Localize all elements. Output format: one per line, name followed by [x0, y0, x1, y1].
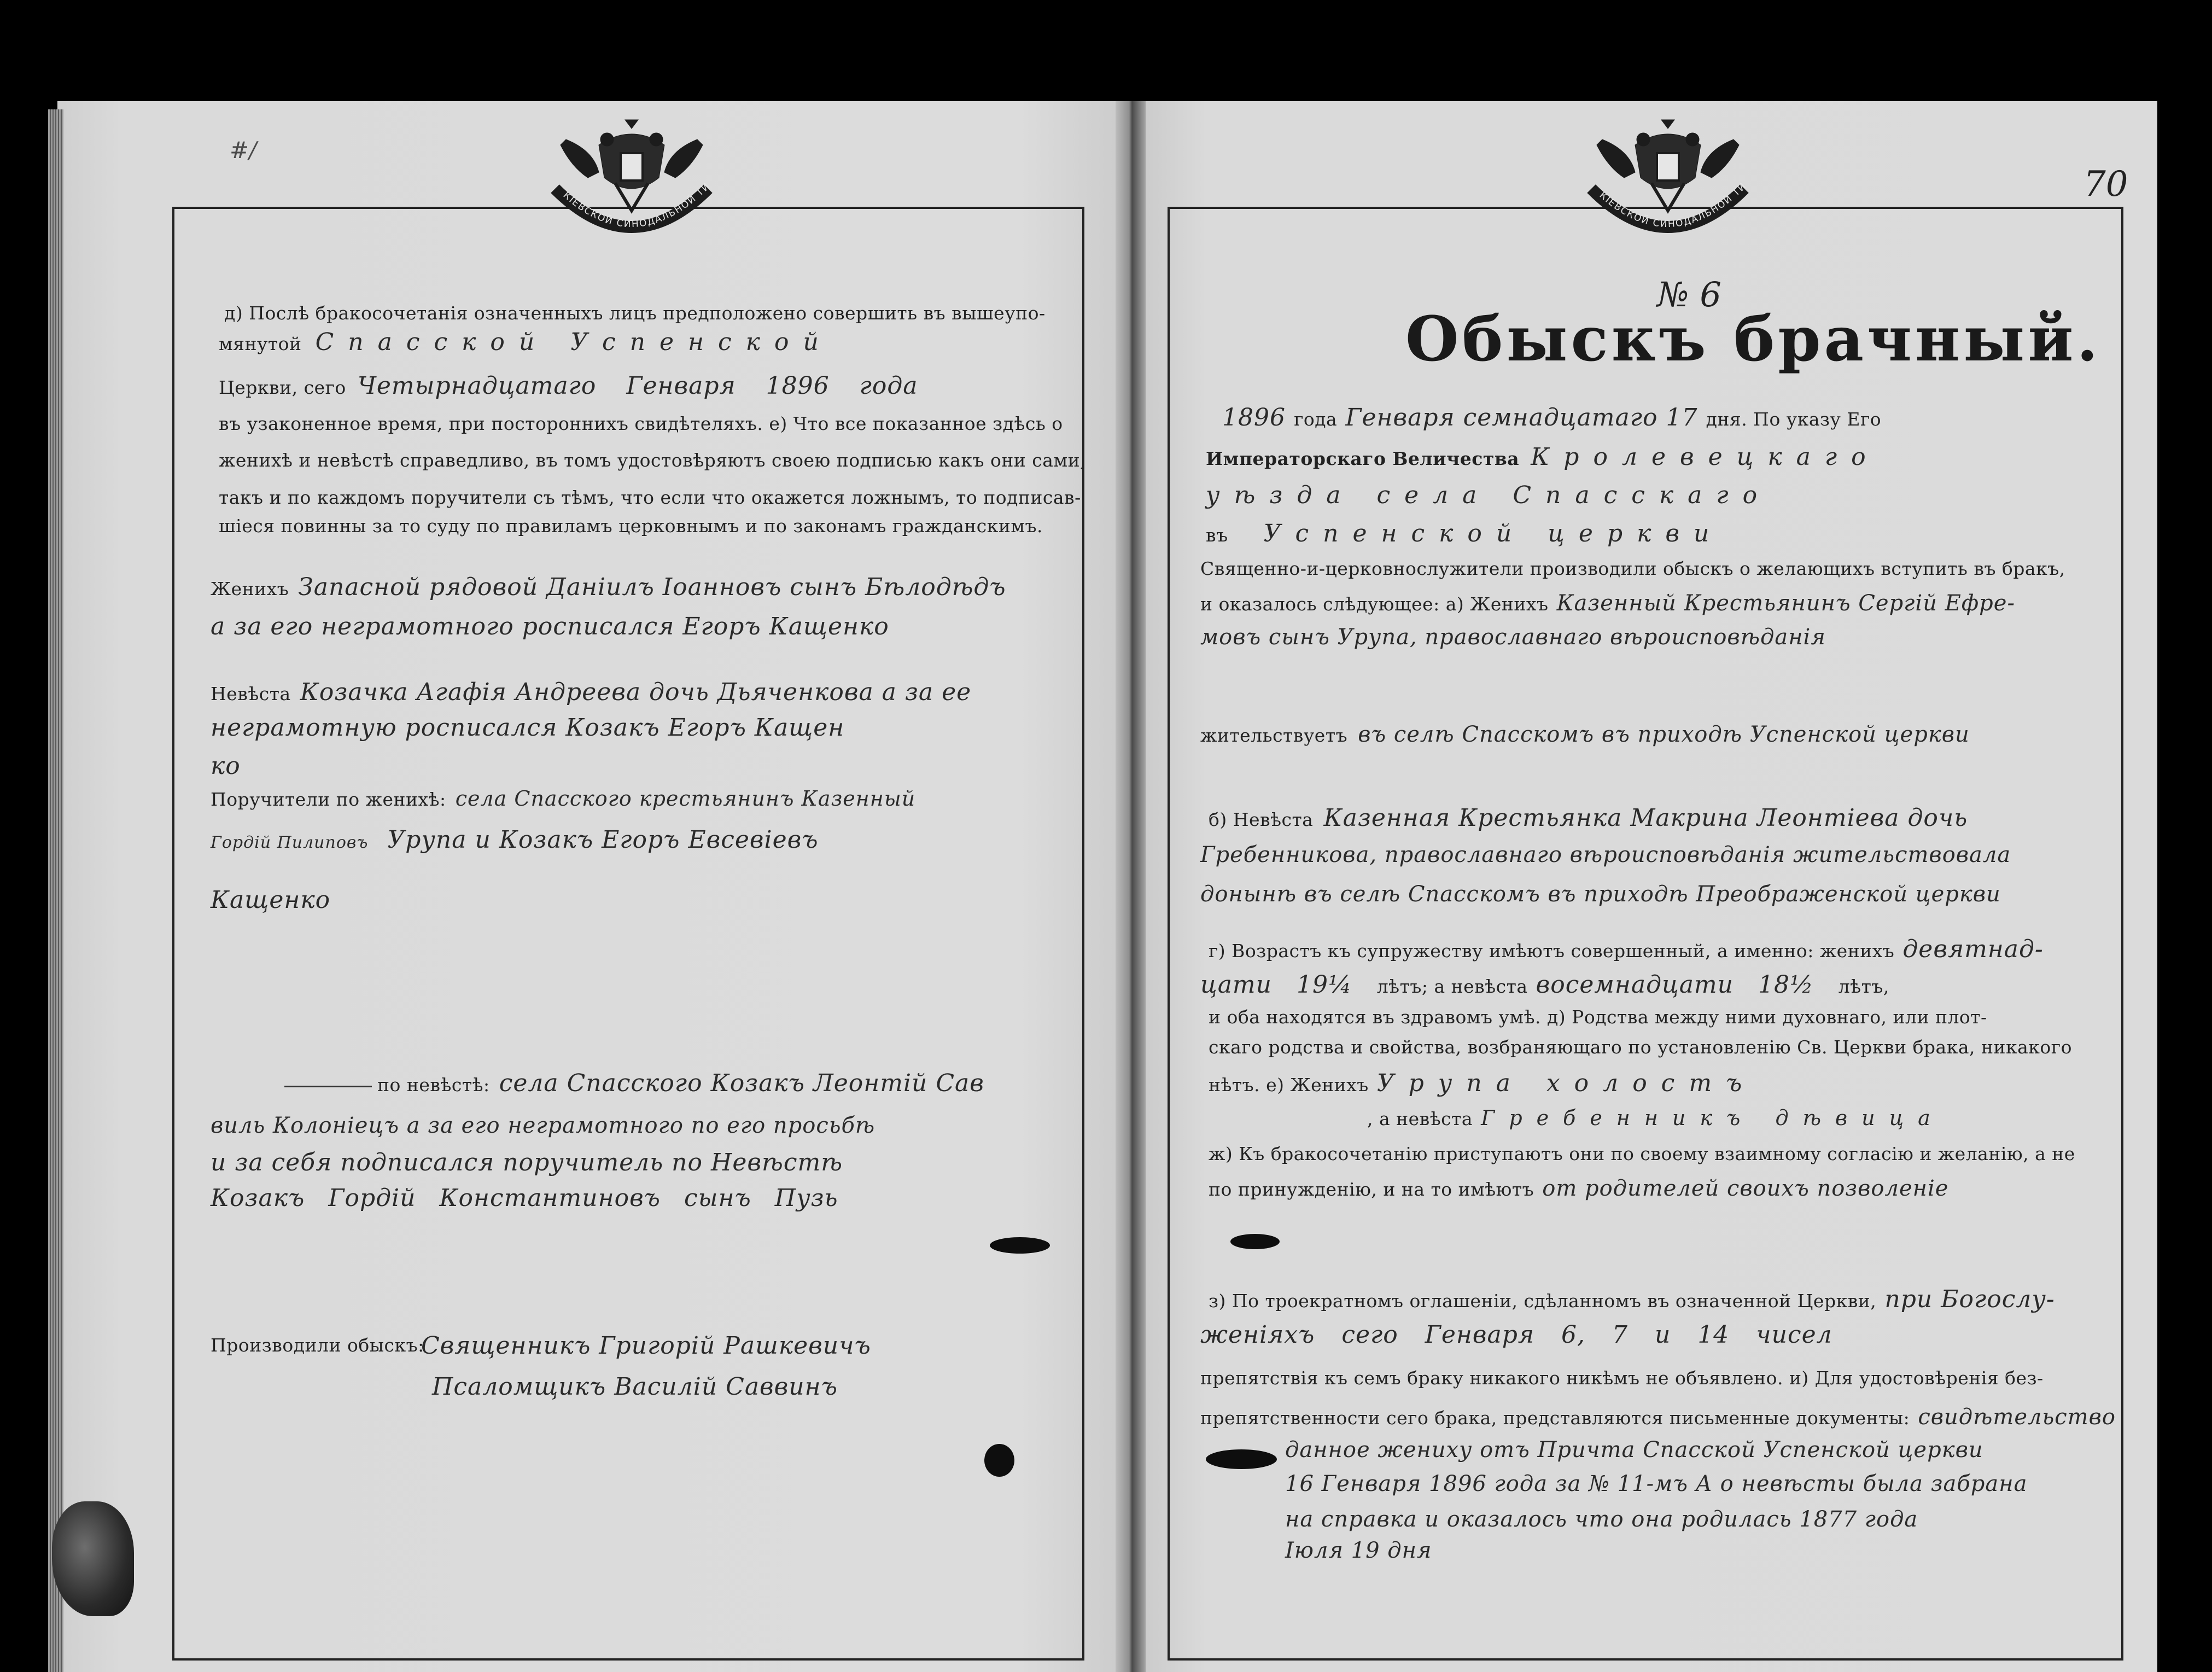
paragraph-d-line-2-printed: мянутой: [219, 333, 302, 354]
bride-section-hand-3: донынѣ въ селѣ Спасскомъ въ приходѣ Преображенской церкви: [1200, 882, 2001, 907]
paragraph-d-line-3-printed: Церкви, сего: [219, 377, 346, 398]
residence-label: жительствуетъ: [1200, 725, 1348, 746]
bride-hand-line-3: ко: [211, 752, 241, 780]
ages-line-3: и оба находятся въ здравомъ умѣ. д) Родства между ними духовнаго, или плот-: [1209, 1006, 1987, 1028]
ink-blot: [990, 1237, 1050, 1254]
bride-section-hand-2: Гребенникова, православнаго вѣроисповѣданія жительствовала: [1200, 842, 2011, 867]
consent-line-1: ж) Къ бракосочетанію приступаютъ они по своему взаимному согласію и желанію, а не: [1209, 1143, 2075, 1164]
paragraph-d-line-4: въ узаконенное время, при постороннихъ свидѣтеляхъ. е) Что все показанное здѣсь о: [219, 413, 1063, 434]
bride-hand-line-2: неграмотную росписался Козакъ Егоръ Кащен: [211, 714, 845, 742]
intro-printed-in: въ: [1206, 525, 1228, 546]
ages-bride-status-label: , а невѣста: [1367, 1108, 1473, 1129]
residence-handwritten: въ селѣ Спасскомъ въ приходѣ Успенской церкви: [1358, 722, 1970, 747]
ages-bride-label: лѣтъ; а невѣста: [1376, 976, 1528, 997]
investigator-psalmist: Псаломщикъ Василій Саввинъ: [432, 1373, 838, 1401]
ages-groom-age-hand: девятнад-: [1902, 935, 2044, 963]
intro-groom-hand-1: Казенный Крестьянинъ Сергій Ефре-: [1556, 591, 2015, 616]
investigator-priest: Священникъ Григорій Рашкевичъ: [421, 1332, 871, 1360]
bride-section-label: б) Невѣста: [1209, 809, 1314, 830]
page-stack-edge: [48, 109, 63, 1672]
left-corner-mark: #/: [230, 137, 257, 164]
intro-printed-decree: дня. По указу Его: [1706, 409, 1882, 430]
intro-line-5: Священно-и-церковнослужители производили обыскъ о желающихъ вступить въ бракъ,: [1200, 558, 2065, 579]
banns-dates-hand: женіяхъ сего Генваря 6, 7 и 14 чисел: [1200, 1321, 1832, 1349]
banns-line-1-printed: з) По троекратномъ оглашеніи, сдѣланномъ въ означенной Церкви,: [1209, 1290, 1877, 1312]
intro-groom-label: и оказалось слѣдующее: а) Женихъ: [1200, 593, 1549, 615]
ages-years-label: лѣтъ,: [1838, 976, 1889, 997]
bride-label: Невѣста: [211, 683, 291, 704]
groom-guarantors-hand-line-1: села Спасского крестьянинъ Казенный: [455, 787, 916, 811]
groom-label: Женихъ: [211, 578, 289, 599]
ink-blot: [984, 1444, 1014, 1477]
bride-hand-line-1: Козачка Агафія Андреева дочь Дьяченкова а за ее: [300, 678, 972, 706]
banns-documents-label: препятственности сего брака, представляются письменные документы:: [1200, 1407, 1910, 1429]
ages-groom-status-hand: Урупа холостъ: [1376, 1069, 1756, 1097]
bride-guarantors-dash: [284, 1086, 372, 1087]
folio-number: 70: [2083, 164, 2128, 205]
intro-majesty: Императорскаго Величества: [1206, 448, 1520, 469]
scanner-finger: [52, 1501, 134, 1616]
banns-certificate-hand-2: 16 Генваря 1896 года за № 11-мъ А о невѣсты была забрана: [1285, 1471, 2028, 1496]
bride-guarantors-label: по невѣстѣ:: [377, 1074, 490, 1096]
banns-certificate-hand-3: на справка и оказалось что она родилась 1877 года: [1285, 1507, 1918, 1532]
ages-line-4: скаго родства и свойства, возбраняющаго по установленію Св. Церкви брака, никакого: [1209, 1036, 2072, 1058]
groom-guarantors-label: Поручители по женихѣ:: [211, 789, 446, 810]
wedding-date-handwritten: Четырнадцатаго Генваря 1896 года: [357, 372, 918, 400]
bride-guarantors-hand-line-4: Козакъ Гордій Константиновъ сынъ Пузь: [211, 1184, 838, 1212]
bride-guarantors-hand-line-1: села Спасского Козакъ Леонтій Сав: [499, 1069, 984, 1097]
ages-line-1-printed: г) Возрастъ къ супружеству имѣютъ совершенный, а именно: женихъ: [1209, 940, 1895, 962]
ages-groom-age-hand-2: цати 19¼: [1200, 971, 1352, 999]
consent-line-2-printed: по принужденію, и на то имѣютъ: [1209, 1179, 1534, 1200]
bride-guarantors-hand-line-2: виль Колоніецъ а за его неграмотного по его просьбѣ: [211, 1113, 876, 1138]
groom-hand-line-1: Запасной рядовой Даніилъ Іоанновъ сынъ Бѣлодѣдъ: [298, 573, 1006, 601]
investigators-label: Производили обыскъ:: [211, 1335, 424, 1356]
groom-guarantors-hand-line-3: Кащенко: [211, 886, 331, 914]
church-name-handwritten: Спасской Успенской: [315, 328, 833, 356]
paragraph-d-line-6: такъ и по каждомъ поручители съ тѣмъ, что если что окажется ложнымъ, то подписав-: [219, 487, 1081, 508]
consent-parents-hand: от родителей своихъ позволеніе: [1542, 1176, 1949, 1201]
book-spine: [1116, 101, 1146, 1672]
banns-certificate-hand-1: данное жениху отъ Причта Спасской Успенской церкви: [1285, 1437, 1983, 1463]
intro-church-handwritten: Успенской церкви: [1263, 520, 1724, 547]
ages-bride-age-hand: восемнадцати 18½: [1536, 971, 1814, 999]
banns-documents-hand: свидѣтельство: [1918, 1405, 2116, 1430]
bride-section-hand-1: Казенная Крестьянка Макрина Леонтіева дочь: [1323, 804, 1968, 832]
intro-year: 1896: [1222, 404, 1286, 432]
intro-date-handwritten: Генваря семнадцатаго 17: [1345, 404, 1698, 432]
imperial-eagle-emblem-right: [1569, 107, 1766, 254]
bride-guarantors-hand-line-3: и за себя подписался поручитель по Невѣстѣ: [211, 1149, 843, 1176]
ink-blot: [1230, 1234, 1280, 1249]
intro-village-handwritten: уѣзда села Спасскаго: [1206, 481, 1772, 509]
intro-district-handwritten: Кролевецкаго: [1531, 443, 1880, 471]
imperial-eagle-emblem-left: [533, 107, 730, 254]
ages-groom-status-label: нѣтъ. е) Женихъ: [1209, 1074, 1369, 1096]
groom-guarantors-hand-line-2: Урупа и Козакъ Егоръ Евсевіевъ: [387, 826, 819, 854]
intro-groom-hand-2: мовъ сынъ Урупа, православнаго вѣроисповѣданія: [1200, 625, 1826, 650]
paragraph-d-line-7: шіеся повинны за то суду по правиламъ церковнымъ и по законамъ гражданскимъ.: [219, 515, 1043, 537]
emblem-ribbon-text-left: КІЕВСКОЙ СИНОДАЛЬНОЙ ТИ: [561, 180, 713, 230]
groom-guarantors-small-name: Гордій Пилиповъ: [211, 833, 369, 852]
ages-bride-status-hand: Гребенникъ дѣвица: [1481, 1106, 1945, 1130]
paragraph-d-line-1: д) Послѣ бракосочетанія означенныхъ лицъ предположено совершить въ вышеупо-: [224, 302, 1046, 324]
intro-printed-year-word: года: [1294, 409, 1338, 430]
banns-line-3: препятствія къ семъ браку никакого никѣмъ не объявлено. и) Для удостовѣренія без-: [1200, 1367, 2044, 1389]
banns-line-1-hand: при Богослу-: [1884, 1285, 2055, 1313]
emblem-ribbon-text-right: КІЕВСКОЙ СИНОДАЛЬНОЙ ТИ: [1597, 180, 1749, 230]
groom-hand-line-2: а за его неграмотного росписался Егоръ Кащенко: [211, 613, 889, 640]
ink-blot: [1206, 1449, 1277, 1469]
paragraph-d-line-5: женихѣ и невѣстѣ справедливо, въ томъ удостовѣряютъ своею подписью какъ они сами,: [219, 450, 1087, 471]
banns-certificate-hand-4: Іюля 19 дня: [1285, 1538, 1432, 1563]
record-number: № 6: [1657, 275, 1721, 314]
page-title: Обыскъ брачный.: [1405, 304, 2102, 375]
